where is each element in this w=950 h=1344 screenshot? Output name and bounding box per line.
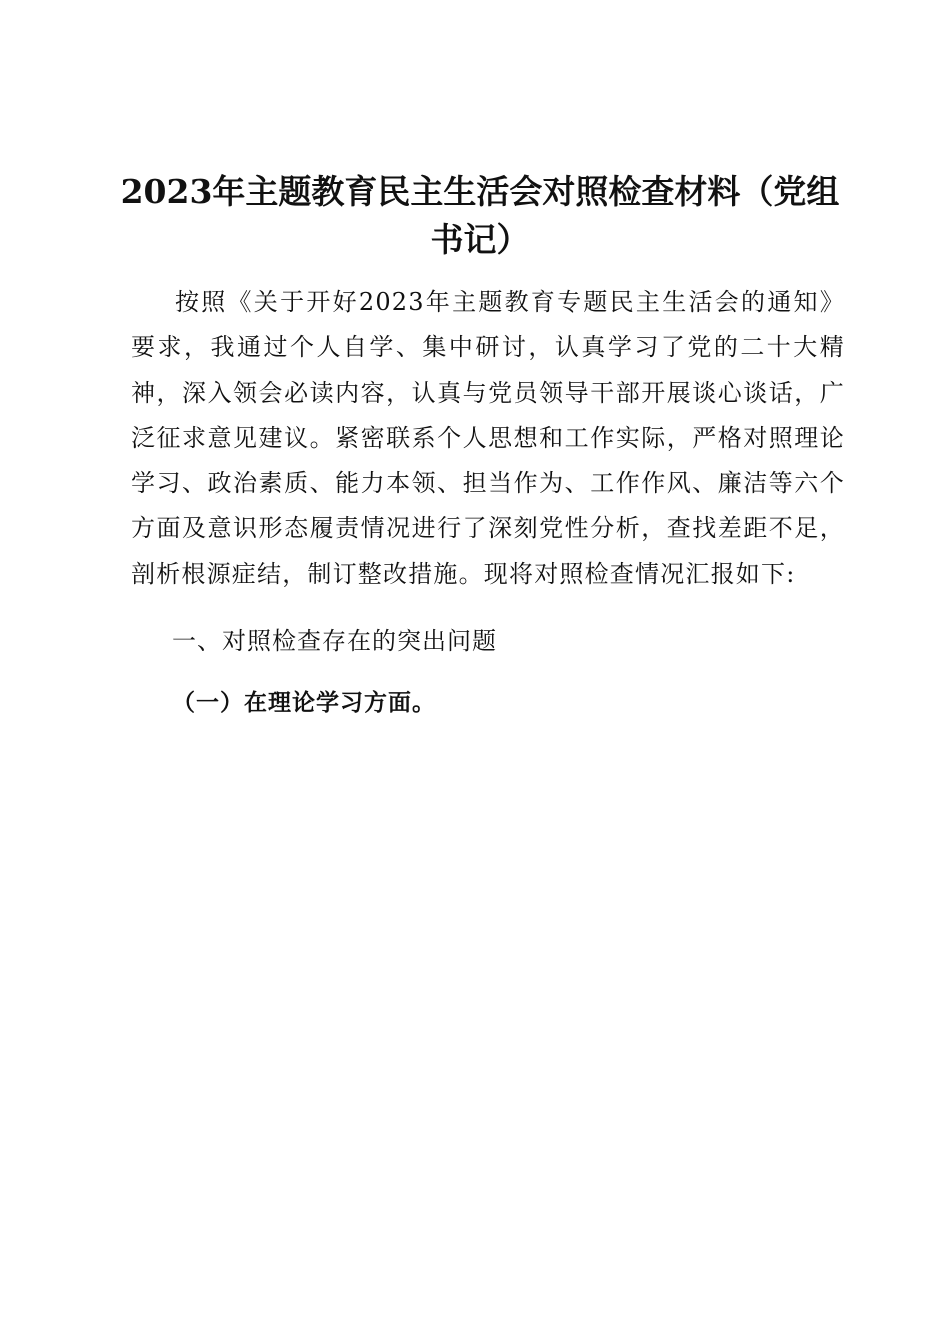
subsection-heading: （一）在理论学习方面。 [172, 690, 436, 716]
intro-paragraph: 按照《关于开好2023年主题教育专题民主生活会的通知》要求，我通过个人自学、集中研讨，认真学习了党的二十大精神，深入领会必读内容，认真与党员领导干部开展谈心谈话，广泛征求意见建议。紧密联系个人思想和工作实际，严格对照理论学习、政治素质、能力本领、担当作为、工作作风、廉洁等六个方面及意识形态履责情况进行了深刻党性分析，查找差距不足，剖析根源症结，制订整改措施。现将对照检查情况汇报如下: [131, 288, 845, 588]
section-heading: 一、对照检查存在的突出问题 [172, 627, 497, 655]
document-title: 2023年主题教育民主生活会对照检查材料（党组书记） [120, 172, 840, 259]
